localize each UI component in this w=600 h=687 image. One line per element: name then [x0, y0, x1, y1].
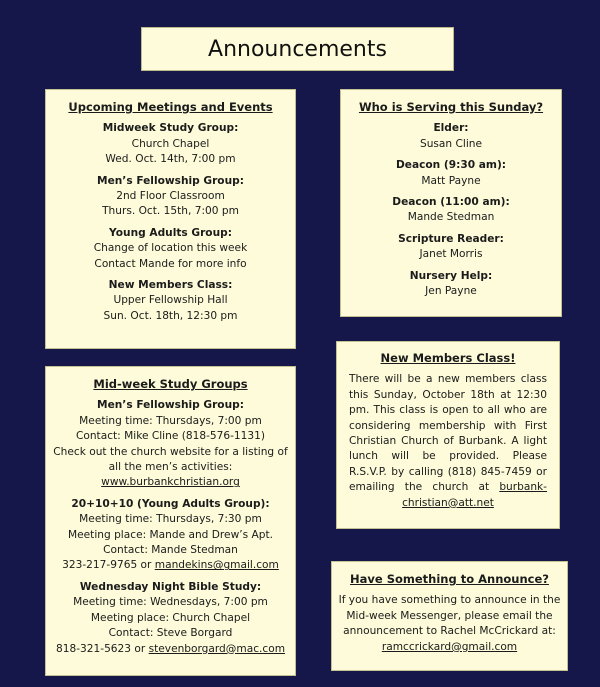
page-title: Announcements [141, 27, 454, 71]
meeting-time: Wed. Oct. 14th, 7:00 pm [105, 153, 236, 166]
serving-role [349, 121, 553, 152]
church-website-link[interactable]: www.burbankchristian.org [101, 476, 240, 489]
serving-role [349, 158, 553, 189]
meeting-location: Change of location this week [93, 242, 248, 255]
group-phone-email [52, 558, 289, 573]
group-place: Meeting place: Mande and Drew’s Apt. [68, 528, 273, 541]
young-adults-group [52, 497, 289, 574]
meeting-location: Upper Fellowship Hall [113, 294, 228, 307]
role-title: Deacon (11:00 am): [392, 196, 510, 209]
meeting-name: Midweek Study Group: [102, 122, 239, 135]
serving-heading: Who is Serving this Sunday? [358, 100, 544, 114]
group-time: Meeting time: Thursdays, 7:00 pm [79, 414, 262, 427]
new-members-panel [336, 341, 560, 529]
announce-panel [331, 561, 568, 671]
serving-panel [340, 89, 562, 317]
role-title: Deacon (9:30 am): [395, 159, 507, 172]
group-phone: 323-217-9765 or [62, 559, 155, 572]
group-name: 20+10+10 (Young Adults Group): [71, 497, 270, 510]
role-person: Susan Cline [419, 137, 483, 150]
meeting-item [54, 174, 287, 220]
upcoming-meetings-panel [45, 89, 296, 349]
new-members-body [349, 372, 547, 511]
announce-email-link[interactable]: ramccrickard@gmail.com [381, 640, 518, 653]
serving-role [349, 232, 553, 263]
midweek-groups-panel [45, 366, 296, 676]
announce-body: If you have something to announce in the Mid-week Messenger, please email the announcement to Rachel McCrickard at: [338, 594, 561, 638]
serving-role [349, 195, 553, 226]
role-person: Mande Stedman [407, 211, 495, 224]
meeting-time: Sun. Oct. 18th, 12:30 pm [103, 309, 238, 322]
meeting-item [54, 278, 287, 324]
role-title: Nursery Help: [409, 269, 493, 282]
meeting-location: Church Chapel [131, 137, 210, 150]
group-name: Wednesday Night Bible Study: [79, 580, 262, 593]
group-note: Check out the church website for a listing of all the men’s activities: [53, 445, 288, 474]
group-phone: 818-321-5623 or [55, 642, 149, 655]
group-time: Meeting time: Thursdays, 7:30 pm [79, 513, 262, 526]
role-person: Jen Payne [425, 285, 477, 298]
group-email-link[interactable]: stevenborgard@mac.com [148, 642, 286, 655]
bible-study-group [52, 580, 289, 657]
meeting-time: Contact Mande for more info [94, 257, 247, 270]
announce-heading: Have Something to Announce? [350, 572, 549, 586]
new-members-text: There will be a new members class this Sunday, October 18th at 12:30 pm. This class is open to all who are considering membership with First Christian Church of Burbank. A light lunch will be provided. Please R.S.V.P. by calling (818) 845-7459 or emailing the church at [349, 373, 547, 494]
serving-role [349, 269, 553, 300]
role-title: Elder: [433, 122, 469, 135]
group-name: Men’s Fellowship Group: [97, 399, 244, 412]
group-time: Meeting time: Wednesdays, 7:00 pm [73, 596, 268, 609]
group-contact: Contact: Steve Borgard [108, 627, 233, 640]
group-contact: Contact: Mande Stedman [103, 544, 238, 557]
group-email-link[interactable]: mandekins@gmail.com [154, 559, 279, 572]
mens-group [52, 398, 289, 490]
role-person: Janet Morris [419, 248, 483, 261]
group-phone-email [52, 642, 289, 657]
meeting-name: New Members Class: [108, 279, 233, 292]
group-contact: Contact: Mike Cline (818-576-1131) [75, 430, 266, 443]
role-person: Matt Payne [421, 174, 481, 187]
new-members-email-link[interactable]: burbank-christian@att.net [402, 481, 547, 509]
meeting-time: Thurs. Oct. 15th, 7:00 pm [102, 205, 239, 218]
meeting-item [54, 226, 287, 272]
meeting-item [54, 121, 287, 167]
group-place: Meeting place: Church Chapel [90, 611, 251, 624]
role-title: Scripture Reader: [398, 232, 504, 245]
midweek-heading: Mid-week Study Groups [93, 377, 248, 391]
new-members-heading: New Members Class! [380, 351, 516, 365]
upcoming-meetings-heading: Upcoming Meetings and Events [68, 100, 273, 114]
meeting-name: Men’s Fellowship Group: [97, 174, 244, 187]
meeting-location: 2nd Floor Classroom [116, 190, 225, 203]
meeting-name: Young Adults Group: [109, 226, 232, 239]
